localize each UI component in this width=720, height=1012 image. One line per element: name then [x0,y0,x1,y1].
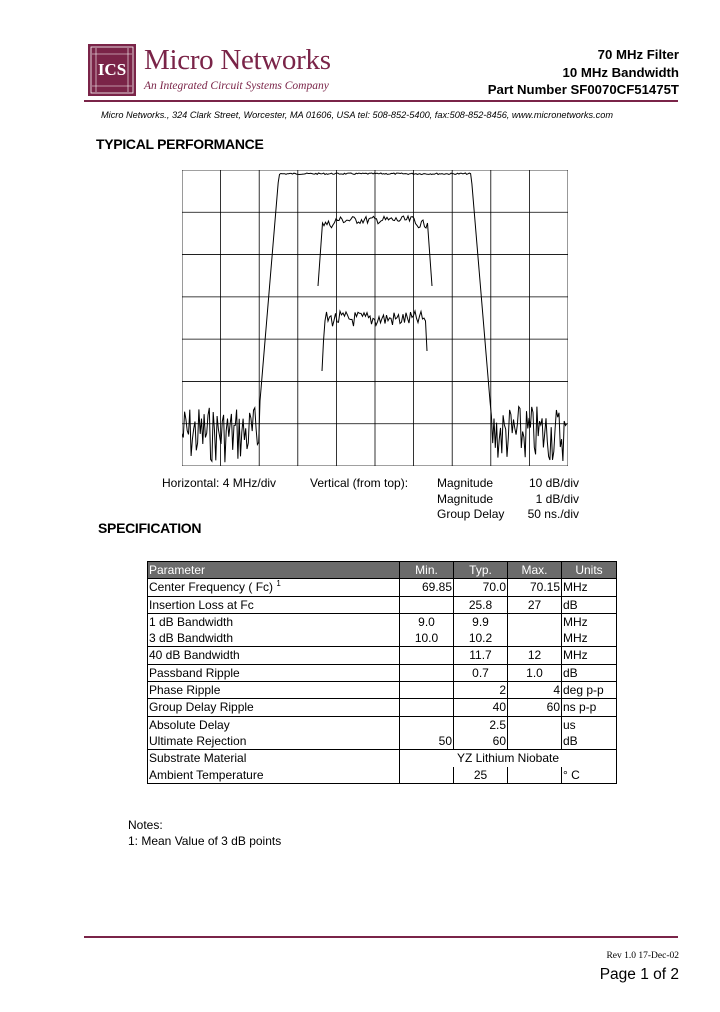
units-cell: MHz [562,613,617,630]
max-cell [508,767,562,784]
units-cell: MHz [562,579,617,596]
typ-cell: 10.2 [454,630,508,647]
min-cell: 50 [400,733,454,750]
notes-title: Notes: [128,818,163,832]
table-row [148,733,617,750]
table-row [148,682,617,699]
units-cell: dB [562,733,617,750]
title-filter: 70 MHz Filter [597,47,679,62]
units-cell: MHz [562,647,617,664]
min-cell: 69.85 [400,579,454,596]
trace-scales [520,476,579,523]
typ-cell: 70.0 [454,579,508,596]
param-cell: Substrate Material [148,750,400,767]
typ-cell: 40 [454,699,508,716]
table-row [148,647,617,664]
logo-text: ICS [97,60,127,79]
units-cell: deg p-p [562,682,617,699]
trace-scale: 1 dB/div [535,491,579,506]
max-cell [508,613,562,630]
revision-label: Rev 1.0 17-Dec-02 [606,951,679,961]
table-row [148,767,617,784]
performance-title: TYPICAL PERFORMANCE [96,136,264,152]
max-cell [508,630,562,647]
trace-name: Magnitude [437,491,494,506]
table-row [148,579,617,596]
param-cell: 1 dB Bandwidth [148,613,400,630]
param-cell: Ambient Temperature [148,767,400,784]
page-number: Page 1 of 2 [599,966,679,983]
table-row [148,699,617,716]
min-cell [400,682,454,699]
param-cell: Passband Ripple [148,664,400,681]
typ-cell: 2.5 [454,716,508,733]
max-cell: 4 [508,682,562,699]
typ-cell: 9.9 [454,613,508,630]
max-cell [508,716,562,733]
specification-table [147,561,617,784]
table-row [148,750,617,767]
notes [128,817,281,849]
substrate-cell: YZ Lithium Niobate [400,750,617,767]
specification-title: SPECIFICATION [98,520,202,536]
min-cell: 10.0 [400,630,454,647]
plot-grid [182,170,568,466]
typ-cell: 11.7 [454,647,508,664]
plot-traces [182,173,567,462]
min-cell [400,596,454,613]
max-cell [508,733,562,750]
column-header: Min. [400,562,454,579]
column-header: Parameter [148,562,400,579]
trace-magnitude-10db [182,173,567,462]
trace-name: Group Delay [437,507,505,521]
typ-cell: 0.7 [454,664,508,681]
vertical-scale-label: Vertical (from top): [310,476,409,490]
units-cell: dB [562,664,617,681]
trace-name: Magnitude [437,476,494,490]
max-cell: 12 [508,647,562,664]
max-cell: 1.0 [508,664,562,681]
units-cell: MHz [562,630,617,647]
table-row [148,630,617,647]
title-bandwidth: 10 MHz Bandwidth [562,64,679,80]
note-item: 1: Mean Value of 3 dB points [128,834,282,848]
column-header: Units [562,562,617,579]
filter-response-plot [182,170,568,466]
table-row [148,716,617,733]
company-name: Micro Networks [144,44,331,76]
units-cell: us [562,716,617,733]
table-row [148,664,617,681]
trace-names [437,476,504,523]
typ-cell: 25 [454,767,508,784]
company-address: Micro Networks., 324 Clark Street, Worcester, MA 01606, USA tel: 508-852-5400, fax:508-852-8456, www.micronetworks.com [101,110,613,120]
param-cell: Phase Ripple [148,682,400,699]
param-cell: Group Delay Ripple [148,699,400,716]
min-cell [400,664,454,681]
ics-logo [88,44,136,96]
table-row [148,613,617,630]
units-cell: dB [562,596,617,613]
table-header-row [148,562,617,579]
typ-cell: 2 [454,682,508,699]
footer-divider [84,936,678,938]
param-cell: 40 dB Bandwidth [148,647,400,664]
trace-scale: 50 ns./div [527,507,579,521]
title-part-number: Part Number SF0070CF51475T [487,82,679,97]
min-cell [400,647,454,664]
max-cell: 27 [508,596,562,613]
min-cell [400,699,454,716]
param-cell: 3 dB Bandwidth [148,630,400,647]
param-cell: Insertion Loss at Fc [148,596,400,613]
column-header: Max. [508,562,562,579]
units-cell: ns p-p [562,699,617,716]
footnote-marker: 1 [276,579,281,589]
trace-scale: 10 dB/div [528,476,579,490]
min-cell [400,767,454,784]
document-title [488,46,679,99]
horizontal-scale-label: Horizontal: 4 MHz/div [162,476,277,490]
min-cell [400,716,454,733]
trace-group-delay [322,311,427,371]
table-row [148,596,617,613]
param-cell: Center Frequency ( Fc) $^1$ [148,579,400,596]
param-cell: Ultimate Rejection [148,733,400,750]
param-cell: Absolute Delay [148,716,400,733]
column-header: Typ. [454,562,508,579]
max-cell: 60 [508,699,562,716]
min-cell: 9.0 [400,613,454,630]
header-divider [84,100,678,102]
typ-cell: 25.8 [454,596,508,613]
units-cell: ° C [562,767,617,784]
typ-cell: 60 [454,733,508,750]
company-tagline: An Integrated Circuit Systems Company [144,80,329,92]
max-cell: 70.15 [508,579,562,596]
